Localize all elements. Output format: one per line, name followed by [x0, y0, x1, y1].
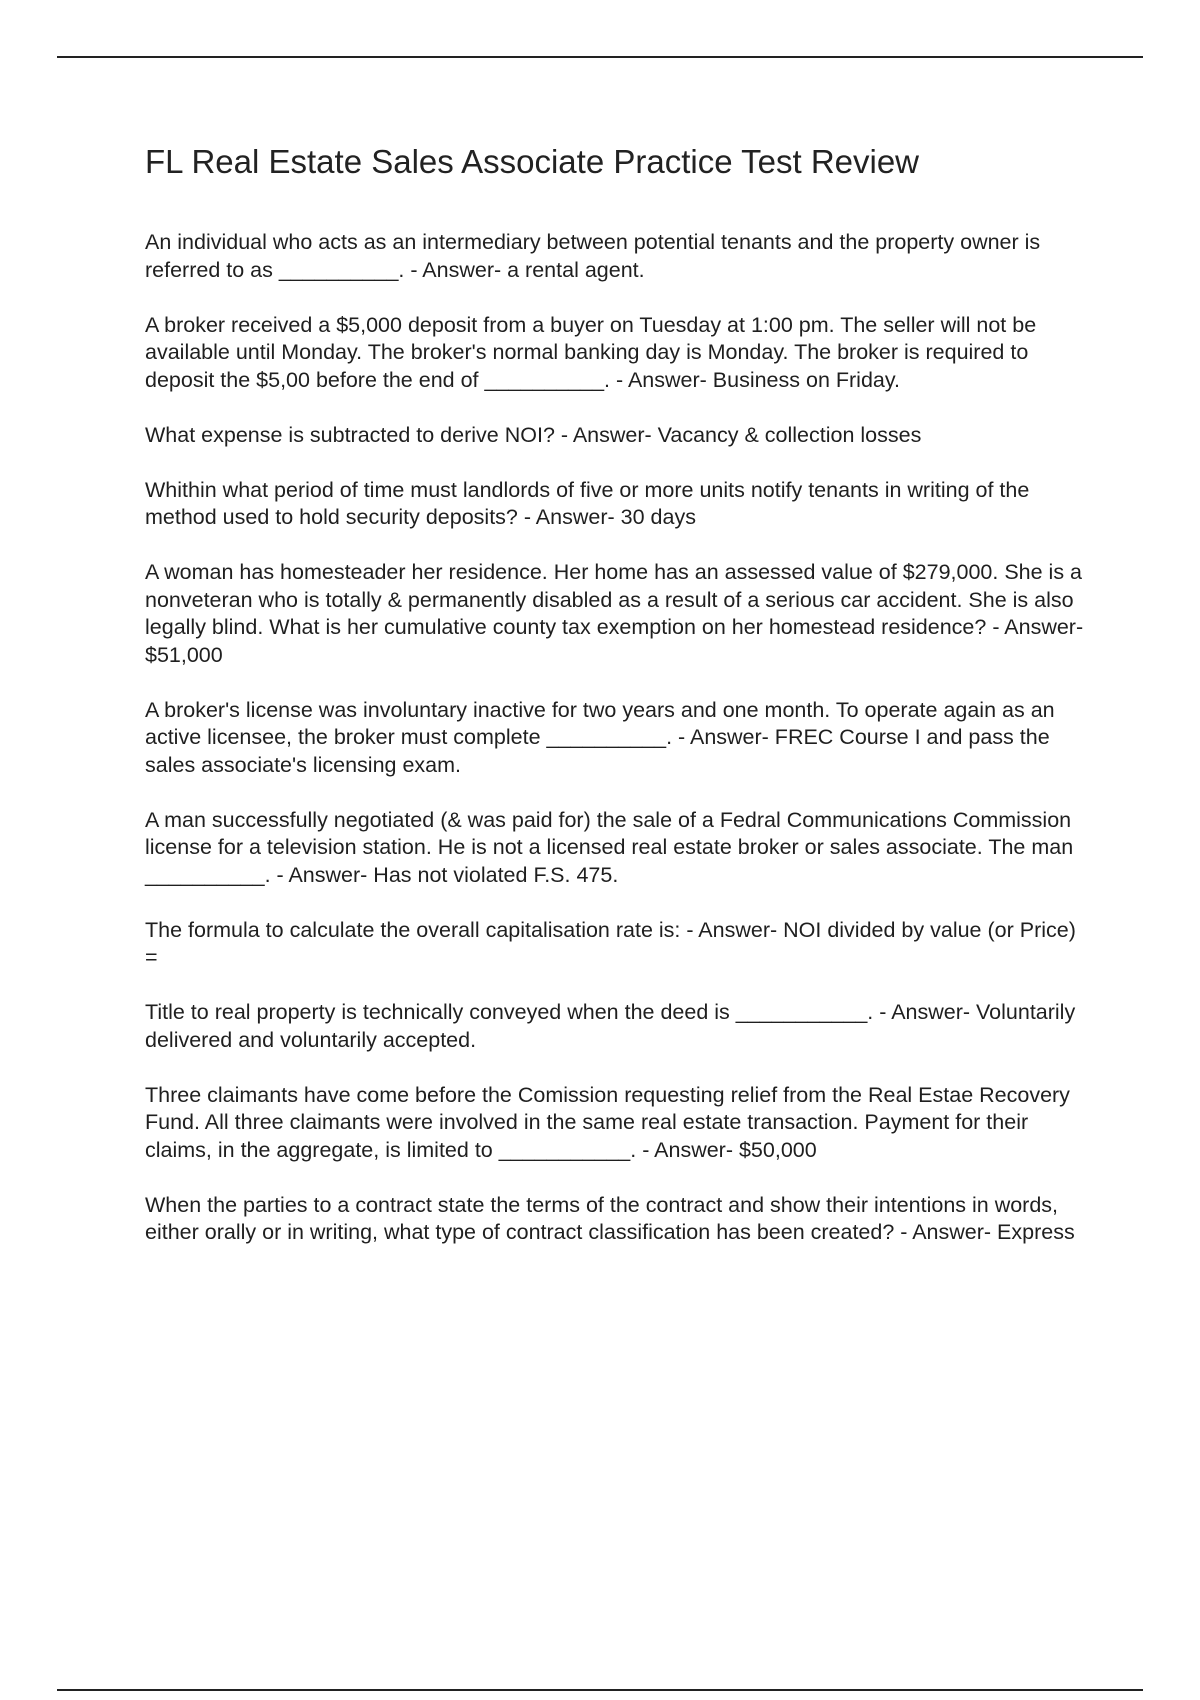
qa-item-4: Whithin what period of time must landlords of five or more units notify tenants in writing of the method used to hold security deposits? - Answer- 30 days: [145, 477, 1030, 529]
bottom-divider: [57, 1689, 1143, 1691]
qa-item-1: An individual who acts as an intermediary between potential tenants and the property owner is referred to as __________. - Answer- a rental agent.: [145, 230, 1041, 282]
top-divider: [57, 56, 1143, 58]
qa-item-9: Title to real property is technically conveyed when the deed is ___________. - Answer- Voluntarily delivered and voluntarily accepted.: [145, 1000, 1076, 1052]
qa-item-3: What expense is subtracted to derive NOI? - Answer- Vacancy & collection losses: [145, 422, 922, 447]
document-page: [145, 142, 1090, 1274]
qa-item-8: The formula to calculate the overall capitalisation rate is: - Answer- NOI divided by value (or Price) =: [145, 917, 1076, 969]
qa-item-7: A man successfully negotiated (& was paid for) the sale of a Fedral Communications Commission license for a television station. He is not a licensed real estate broker or sales associate. The man __________. - Answer- Has not violated F.S. 475.: [145, 807, 1074, 887]
qa-item-5: A woman has homesteader her residence. Her home has an assessed value of $279,000. She is a nonveteran who is totally & permanently disabled as a result of a serious car accident. She is also legally blind. What is her cumulative county tax exemption on her homestead residence? - Answer- $51,000: [145, 560, 1084, 667]
qa-item-2: A broker received a $5,000 deposit from a buyer on Tuesday at 1:00 pm. The seller will not be available until Monday. The broker's normal banking day is Monday. The broker is required to deposit the $5,00 before the end of __________. - Answer- Business on Friday.: [145, 312, 1037, 392]
qa-item-11: When the parties to a contract state the terms of the contract and show their intentions in words, either orally or in writing, what type of contract classification has been created? - Answer- Express: [145, 1192, 1075, 1244]
qa-item-10: Three claimants have come before the Comission requesting relief from the Real Estae Recovery Fund. All three claimants were involved in the same real estate transaction. Payment for their claims, in the aggregate, is limited to ___________. - Answer- $50,000: [145, 1082, 1070, 1162]
qa-item-6: A broker's license was involuntary inactive for two years and one month. To operate again as an active licensee, the broker must complete __________. - Answer- FREC Course I and pass the sales associate's licensing exam.: [145, 697, 1055, 777]
qa-list: [145, 229, 1090, 1247]
document-title: FL Real Estate Sales Associate Practice Test Review: [145, 143, 920, 180]
